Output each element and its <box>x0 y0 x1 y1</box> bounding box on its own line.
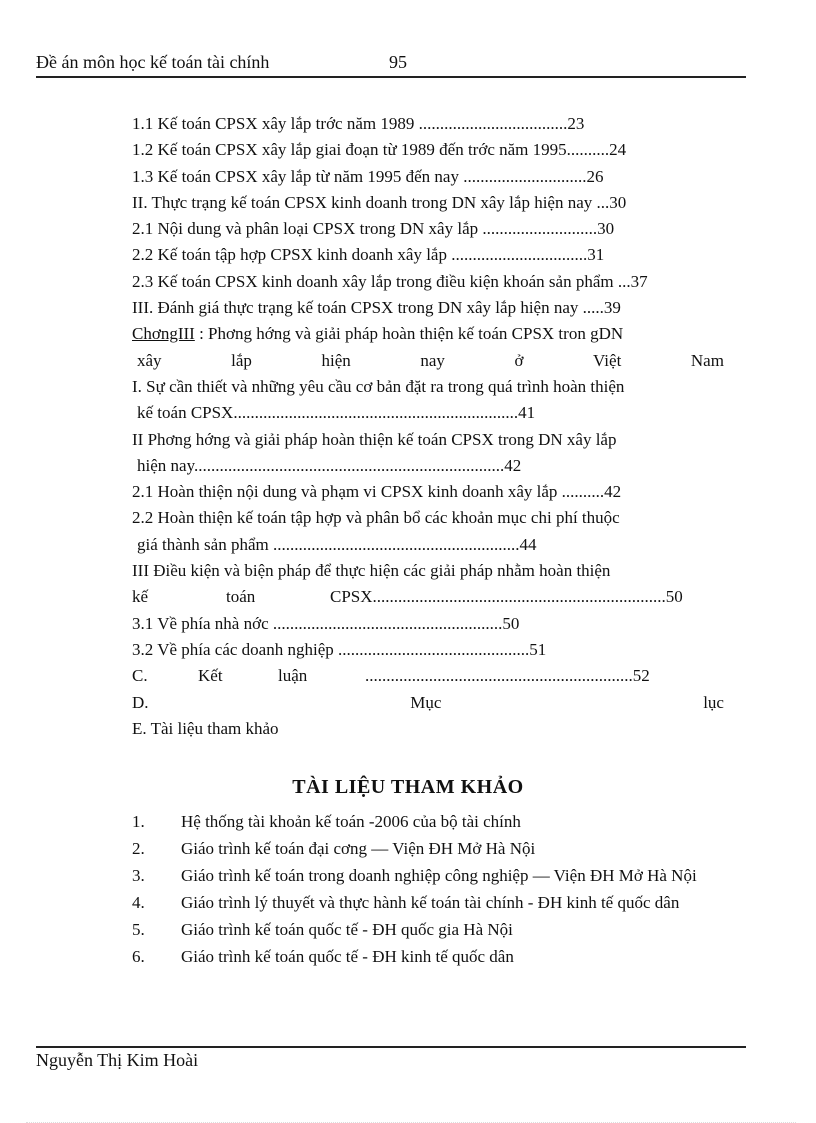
document-title: Đề án môn học kế toán tài chính <box>36 52 270 72</box>
toc-line: III Điều kiện và biện pháp để thực hiện các giải pháp nhằm hoàn thiện <box>132 561 611 581</box>
reference-item <box>132 839 732 859</box>
toc-line: 1.3 Kế toán CPSX xây lắp từ năm 1995 đến nay .............................26 <box>132 166 604 186</box>
chapter-heading <box>132 322 724 348</box>
word: CPSX.....................................................................50 <box>330 587 683 607</box>
word: ...............................................................52 <box>365 666 650 686</box>
toc-line <box>132 585 724 611</box>
toc-line: III. Đánh giá thực trạng kế toán CPSX trong DN xây lắp hiện nay .....39 <box>132 298 621 318</box>
reference-number: 4. <box>132 893 145 912</box>
word: hiện <box>321 350 351 370</box>
toc-line: II. Thực trạng kế toán CPSX kinh doanh trong DN xây lắp hiện nay ...30 <box>132 192 627 212</box>
word: nay <box>420 350 445 370</box>
toc-line: kế toán CPSX...................................................................41 <box>137 403 536 423</box>
word: Kết <box>198 666 223 686</box>
toc-line: I. Sự cần thiết và những yêu cầu cơ bản đặt ra trong quá trình hoàn thiện <box>132 376 625 396</box>
word: D. <box>132 692 149 712</box>
chapter-title: : Phơng hớng và giải pháp hoàn thiện kế toán CPSX tron gDN <box>194 324 624 344</box>
toc-line: 2.3 Kế toán CPSX kinh doanh xây lắp trong điều kiện khoán sản phẩm ...37 <box>132 271 648 291</box>
toc-line: 3.1 Về phía nhà nớc ......................................................50 <box>132 613 520 633</box>
word: luận <box>278 666 308 686</box>
word: ở <box>514 350 524 370</box>
toc-line: 3.2 Về phía các doanh nghiệp .............................................51 <box>132 639 547 659</box>
toc-line: 1.1 Kế toán CPSX xây lắp trớc năm 1989 ...................................23 <box>132 114 585 133</box>
toc-line: II Phơng hớng và giải pháp hoàn thiện kế toán CPSX trong DN xây lắp <box>132 429 617 449</box>
references-list <box>132 812 732 974</box>
word: lắp <box>231 350 252 370</box>
chapter-heading-continued <box>132 349 724 375</box>
reference-item <box>132 947 732 967</box>
reference-number: 3. <box>132 866 145 885</box>
header-rule <box>36 76 746 78</box>
reference-number: 2. <box>132 839 145 858</box>
word: Nam <box>690 350 724 370</box>
page-header <box>36 52 746 74</box>
word: C. <box>132 666 148 686</box>
reference-item <box>132 866 732 886</box>
reference-number: 6. <box>132 947 145 966</box>
toc-line: 2.2 Kế toán tập hợp CPSX kinh doanh xây lắp ................................31 <box>132 245 605 265</box>
toc-line: hiện nay.........................................................................42 <box>137 455 522 475</box>
word: kế <box>132 587 149 607</box>
word: Việt <box>593 350 622 370</box>
reference-text: Giáo trình lý thuyết và thực hành kế toán tài chính - ĐH kinh tế quốc dân <box>181 893 680 912</box>
references-heading: TÀI LIỆU THAM KHẢO <box>292 776 524 798</box>
reference-text: Giáo trình kế toán quốc tế - ĐH kinh tế quốc dân <box>181 947 514 966</box>
reference-text: Giáo trình kế toán trong doanh nghiệp công nghiệp — Viện ĐH Mở Hà Nội <box>181 866 697 885</box>
word: xây <box>137 350 162 370</box>
footer-rule <box>36 1046 746 1048</box>
word: lục <box>703 692 724 712</box>
reference-text: Hệ thống tài khoản kế toán -2006 của bộ tài chính <box>181 812 521 831</box>
toc-line: E. Tài liệu tham khảo <box>132 718 279 738</box>
reference-text: Giáo trình kế toán đại cơng — Viện ĐH Mở Hà Nội <box>181 839 536 858</box>
reference-text: Giáo trình kế toán quốc tế - ĐH quốc gia Hà Nội <box>181 920 513 939</box>
table-of-contents <box>132 112 724 743</box>
word: toán <box>226 587 256 607</box>
toc-line <box>132 664 724 690</box>
word: Mục <box>410 692 442 712</box>
toc-line: 1.2 Kế toán CPSX xây lắp giai đoạn từ 1989 đến trớc năm 1995..........24 <box>132 140 627 160</box>
reference-item <box>132 812 732 832</box>
toc-line <box>132 691 724 717</box>
author-name: Nguyễn Thị Kim Hoài <box>36 1050 199 1070</box>
reference-number: 1. <box>132 812 145 831</box>
page-number: 95 <box>389 52 407 72</box>
reference-item <box>132 920 732 940</box>
toc-line: 2.2 Hoàn thiện kế toán tập hợp và phân bổ các khoản mục chi phí thuộc <box>132 508 620 528</box>
toc-line: 2.1 Hoàn thiện nội dung và phạm vi CPSX kinh doanh xây lắp ..........42 <box>132 482 622 502</box>
toc-line: 2.1 Nội dung và phân loại CPSX trong DN xây lắp ...........................30 <box>132 219 615 239</box>
toc-line: giá thành sản phẩm ..........................................................44 <box>137 534 537 554</box>
reference-item <box>132 893 732 913</box>
chapter-label: ChơngIII <box>132 324 195 344</box>
reference-number: 5. <box>132 920 145 939</box>
